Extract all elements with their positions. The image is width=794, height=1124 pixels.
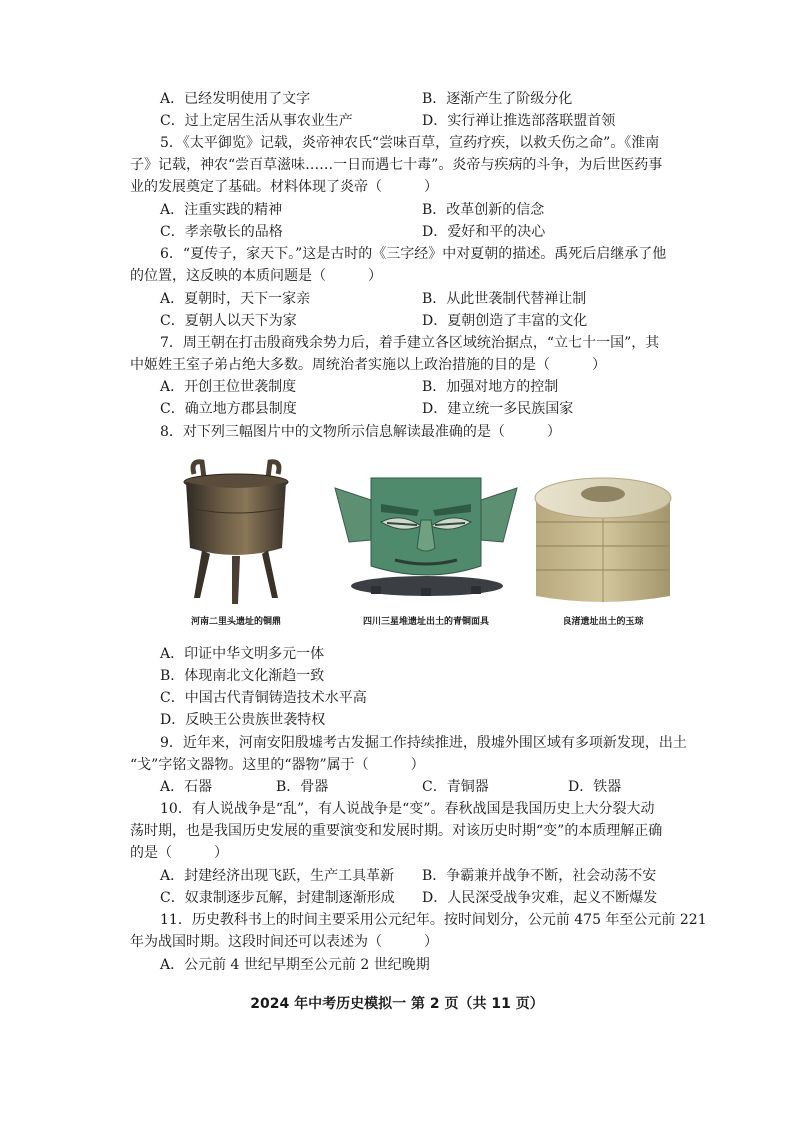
option-b: B．逐渐产生了阶级分化 [422, 91, 573, 107]
figure-caption-mask: 四川三星堆遗址出土的青铜面具 [362, 617, 489, 627]
question-5-option-b: B．改革创新的信念 [422, 202, 545, 218]
question-5-stem: 5．《太平御览》记载，炎帝神农氏“尝味百草，宣药疗疾，以救夭伤之命”。《淮南 [160, 135, 660, 151]
page-footer: 2024 年中考历史模拟一 第 2 页（共 11 页） [250, 996, 544, 1012]
question-5-stem-cont: 子》记载，神农“尝百草滋味……一日而遇七十毒”。炎帝与疾病的斗争，为后世医药事 [130, 157, 663, 173]
question-7-stem-cont: 中姬姓王室子弟占绝大多数。周统治者实施以上政治措施的目的是（ ） [130, 357, 606, 373]
question-7-option-c: C．确立地方郡县制度 [160, 401, 297, 417]
question-6-option-d: D．夏朝创造了丰富的文化 [422, 313, 588, 329]
question-6-option-b: B．从此世袭制代替禅让制 [422, 291, 587, 307]
jade-cong-image [528, 470, 678, 608]
question-10-option-b: B．争霸兼并战争不断，社会动荡不安 [422, 868, 657, 884]
question-5-option-c: C．孝亲敬长的品格 [160, 224, 283, 240]
question-7-option-d: D．建立统一多民族国家 [422, 401, 574, 417]
option-d: D．实行禅让推选部落联盟首领 [422, 113, 616, 129]
question-9-option-d: D．铁器 [568, 779, 622, 795]
question-10-option-c: C．奴隶制逐步瓦解，封建制逐渐形成 [160, 890, 395, 906]
question-6-option-a: A．夏朝时，天下一家亲 [160, 291, 311, 307]
question-8-option-b: B．体现南北文化渐趋一致 [160, 668, 325, 684]
question-10-stem-cont: 荡时期，也是我国历史发展的重要演变和发展时期。对该历史时期“变”的本质理解正确 [130, 823, 663, 839]
question-10-option-d: D．人民深受战争灾难，起义不断爆发 [422, 890, 658, 906]
question-5-stem-cont: 业的发展奠定了基础。材料体现了炎帝（ ） [130, 179, 438, 195]
question-9-option-a: A．石器 [160, 779, 213, 795]
bronze-ding-image [168, 458, 304, 608]
question-8-option-a: A．印证中华文明多元一体 [160, 646, 325, 662]
question-11-stem-cont: 年为战国时期。这段时间还可以表述为（ ） [130, 934, 438, 950]
figure-caption-ding: 河南二里头遗址的铜鼎 [190, 617, 281, 627]
question-7-option-a: A．开创王位世袭制度 [160, 379, 297, 395]
bronze-mask-image [331, 470, 521, 608]
question-6-option-c: C．夏朝人以天下为家 [160, 313, 297, 329]
question-9-option-c: C．青铜器 [422, 779, 489, 795]
question-11-stem: 11．历史教科书上的时间主要采用公元纪年。按时间划分，公元前 475 年至公元前 221 [160, 912, 707, 928]
question-7-option-b: B．加强对地方的控制 [422, 379, 559, 395]
figure-caption-cong: 良渚遗址出土的玉琮 [562, 617, 644, 627]
question-9-stem-cont: “戈”字铭文器物。这里的“器物”属于（ ） [130, 757, 425, 773]
question-9-option-b: B．骨器 [276, 779, 329, 795]
option-c: C．过上定居生活从事农业生产 [160, 113, 353, 129]
question-8-option-d: D．反映王公贵族世袭特权 [160, 712, 326, 728]
question-9-stem: 9．近年来，河南安阳殷墟考古发掘工作持续推进，殷墟外围区域有多项新发现，出土 [160, 735, 687, 751]
question-10-option-a: A．封建经济出现飞跃，生产工具革新 [160, 868, 395, 884]
question-7-stem: 7．周王朝在打击殷商残余势力后，着手建立各区域统治据点，“立七十一国”，其 [160, 335, 660, 351]
question-8-stem: 8．对下列三幅图片中的文物所示信息解读最准确的是（ ） [160, 424, 561, 440]
question-11-option-a: A．公元前 4 世纪早期至公元前 2 世纪晚期 [160, 957, 430, 973]
question-5-option-a: A．注重实践的精神 [160, 202, 283, 218]
option-a: A．已经发明使用了文字 [160, 91, 311, 107]
question-10-stem: 10．有人说战争是“乱”，有人说战争是“变”。春秋战国是我国历史上大分裂大动 [160, 801, 655, 817]
question-6-stem-cont: 的位置，这反映的本质问题是（ ） [130, 268, 382, 284]
question-8-option-c: C．中国古代青铜铸造技术水平高 [160, 690, 367, 706]
question-6-stem: 6．“夏传子，家天下。”这是古时的《三字经》中对夏朝的描述。禹死后启继承了他 [160, 246, 667, 262]
question-5-option-d: D．爱好和平的决心 [422, 224, 546, 240]
question-10-stem-cont: 的是（ ） [130, 845, 228, 861]
